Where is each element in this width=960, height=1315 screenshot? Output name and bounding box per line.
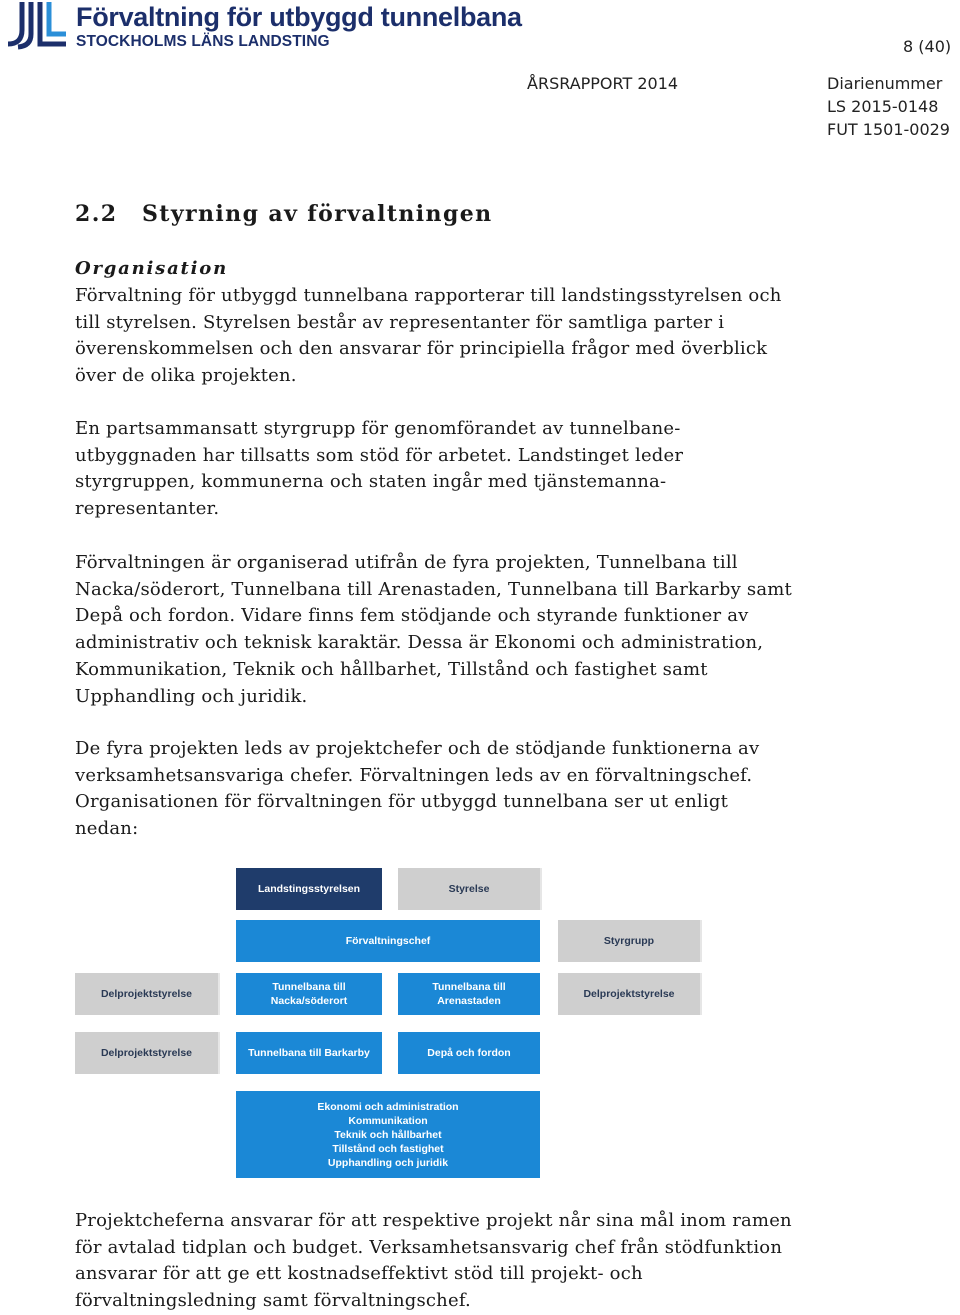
org-box-delprojektstyrelse: Delprojektstyrelse [75, 1032, 220, 1074]
organization-name: Förvaltning för utbyggd tunnelbana [76, 2, 522, 32]
subheading-organisation: Organisation [75, 258, 228, 279]
org-box-stodfunktioner: Ekonomi och administration Kommunikation Teknik och hållbarhet Tillstånd och fastighet Upphandling och juridik [236, 1091, 540, 1178]
org-box-forvaltningschef: Förvaltningschef [236, 920, 540, 962]
page-number: 8 (40) [903, 37, 952, 56]
org-box-tunnelbana-nacka: Tunnelbana till Nacka/söderort [236, 973, 382, 1015]
paragraph: Förvaltning för utbyggd tunnelbana rapporterar till landstingsstyrelsen och till styrelsen. Styrelsen består av representanter för samtliga parter i överenskommelsen och den ansvarar för principiella frågor med överblick över de olika projekten. [75, 285, 782, 387]
diarienummer-label: Diarienummer [827, 74, 943, 93]
section-heading [75, 201, 493, 227]
org-box-delprojektstyrelse: Delprojektstyrelse [558, 973, 702, 1015]
paragraph: Förvaltningen är organiserad utifrån de fyra projekten, Tunnelbana till Nacka/söderort, Tunnelbana till Arenastaden, Tunnelbana till Barkarby samt Depå och fordon. Vidare finns fem stödjande och styrande funktioner av administrativ och teknisk karaktär. Dessa är Ekonomi och administration, Kommunikation, Teknik och hållbarhet, Tillstånd och fastighet samt Upphandling och juridik. [75, 552, 792, 707]
org-box-delprojektstyrelse: Delprojektstyrelse [75, 973, 220, 1015]
paragraph: Projektcheferna ansvarar för att respektive projekt når sina mål inom ramen för avtalad tidplan och budget. Verksamhetsansvarig chef från stödfunktion ansvarar för att ge ett kostnadseffektivt stöd till projekt- och förvaltningsledning samt förvaltningschef. [75, 1210, 792, 1312]
section-number: 2.2 [75, 201, 118, 227]
report-title: ÅRSRAPPORT 2014 [527, 74, 679, 93]
org-box-landstingsstyrelsen: Landstingsstyrelsen [236, 868, 382, 910]
org-box-styrelse: Styrelse [398, 868, 542, 910]
diarienummer-fut: FUT 1501-0029 [827, 120, 950, 139]
org-box-tunnelbana-arenastaden: Tunnelbana till Arenastaden [398, 973, 540, 1015]
section-title: Styrning av förvaltningen [142, 201, 493, 227]
diarienummer-ls: LS 2015-0148 [827, 97, 939, 116]
org-box-styrgrupp: Styrgrupp [558, 920, 702, 962]
organization-logo [4, 0, 522, 52]
organization-subtitle: STOCKHOLMS LÄNS LANDSTING [76, 33, 330, 50]
org-box-depa-fordon: Depå och fordon [398, 1032, 540, 1074]
paragraph: De fyra projekten leds av projektchefer och de stödjande funktionerna av verksamhetsansvariga chefer. Förvaltningen leds av en förvaltningschef. Organisationen för förvaltningen för utbyggd tunnelbana ser ut enligt nedan: [75, 738, 760, 840]
org-box-tunnelbana-barkarby: Tunnelbana till Barkarby [236, 1032, 382, 1074]
paragraph: En partsammansatt styrgrupp för genomförandet av tunnelbane- utbyggnaden har tillsatts som stöd för arbetet. Landstinget leder styrgruppen, kommunerna och staten ingår med tjänstemanna- representanter. [75, 418, 684, 520]
landsting-logo-icon [4, 0, 70, 50]
